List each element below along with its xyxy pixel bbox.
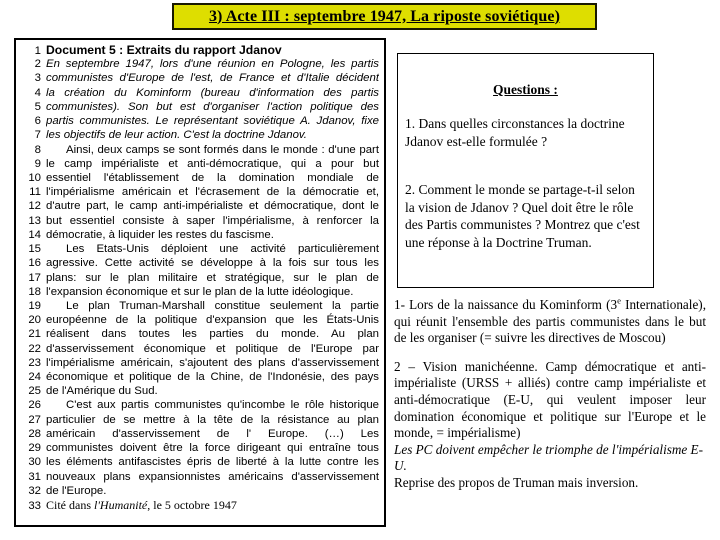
line-number: 28 bbox=[28, 427, 41, 440]
question-item-1: 1. Dans quelles circonstances la doctrine Jdanov est-elle formulée ? bbox=[405, 116, 625, 149]
line-number: 7 bbox=[34, 129, 41, 142]
line-text: l'expansion économique et sur le plan de la lutte idéologique. bbox=[46, 285, 354, 298]
document-line bbox=[20, 313, 379, 327]
line-number: 26 bbox=[28, 399, 41, 412]
line-number: 17 bbox=[28, 271, 41, 284]
line-text: communistes). Son but est d'organiser l'action politique des bbox=[46, 100, 379, 113]
document-line bbox=[20, 398, 379, 412]
document-line bbox=[20, 299, 379, 313]
document-line bbox=[20, 71, 379, 85]
title-banner bbox=[172, 3, 597, 30]
line-text: démocratie, à liquider les restes du fascisme. bbox=[46, 228, 274, 241]
answer-1: 1- Lors de la naissance du Kominform (3e Internationale), qui réunit l'ensemble des partis communistes dans le but de les organiser (= suivre les directives de Moscou) bbox=[394, 295, 706, 346]
line-text: plans: sur le plan militaire et stratégique, sur le plan de bbox=[46, 271, 379, 284]
line-text: agressive. Cette activité se développe à la fois sur tous les bbox=[46, 257, 379, 270]
line-number: 30 bbox=[28, 456, 41, 469]
answers-block bbox=[394, 297, 706, 492]
line-text: partis communistes. Le représentant soviétique A. Jdanov, fixe bbox=[46, 115, 379, 128]
answer-4: Reprise des propos de Truman mais inversion. bbox=[394, 474, 639, 490]
line-text: but essentiel consiste à saper l'impérialisme, à renforcer la bbox=[46, 214, 379, 227]
line-number: 14 bbox=[28, 228, 41, 241]
document-line bbox=[20, 470, 379, 484]
line-text: nouveaux plans expansionnistes américains d'asservissement bbox=[46, 470, 379, 483]
page-title: 3) Acte III : septembre 1947, La riposte soviétique) bbox=[208, 7, 561, 25]
question-item-2: 2. Comment le monde se partage-t-il selon la vision de Jdanov ? Quel doit être le rôle des Partis communistes ? Montrez que c'est une réponse à la Doctrine Truman. bbox=[405, 182, 640, 250]
document-line bbox=[20, 114, 379, 128]
line-text: Cité dans l'Humanité, le 5 octobre 1947 bbox=[46, 498, 237, 512]
line-text: d'asservissement économique et politique de l'Europe par bbox=[46, 342, 379, 355]
document-line bbox=[20, 285, 379, 299]
document-line bbox=[20, 498, 379, 512]
answer-2: 2 – Vision manichéenne. Camp démocratique et anti-impérialiste (URSS + alliés) contre camp impérialiste et anti-démocratique (E-U, qui veulent imposer leur domination économique et politique sur l'Europe et le monde, = impérialisme) bbox=[394, 358, 706, 441]
line-text: En septembre 1947, lors d'une réunion en Pologne, les partis bbox=[46, 58, 379, 71]
line-text: essentiel l'établissement de la domination mondiale de bbox=[46, 171, 379, 184]
document-line bbox=[20, 57, 379, 71]
line-text: économique et politique de la Chine, de l'Indonésie, des pays bbox=[46, 371, 379, 384]
line-number: 33 bbox=[28, 500, 41, 512]
document-line bbox=[20, 199, 379, 213]
line-number: 13 bbox=[28, 214, 41, 227]
line-text: les éléments antifascistes épris de liberté à la lutte contre les bbox=[46, 456, 379, 469]
document-line bbox=[20, 370, 379, 384]
line-number: 27 bbox=[28, 413, 41, 426]
document-line bbox=[20, 100, 379, 114]
line-number: 23 bbox=[28, 356, 41, 369]
document-line bbox=[20, 455, 379, 469]
line-number: 6 bbox=[34, 115, 41, 128]
line-number: 16 bbox=[28, 257, 41, 270]
line-text: d'autre part, le camp anti-impérialiste et démocratique, dont le bbox=[46, 200, 379, 213]
document-line bbox=[20, 185, 379, 199]
line-text: réalisent dans toutes les parties du monde. Au plan bbox=[46, 328, 379, 341]
document-line bbox=[20, 356, 379, 370]
document-line bbox=[20, 228, 379, 242]
document-line bbox=[20, 171, 379, 185]
line-number: 22 bbox=[28, 342, 41, 355]
line-number: 19 bbox=[28, 299, 41, 312]
line-text: Le plan Truman-Marshall constitue seulement la partie bbox=[66, 299, 379, 312]
document-source-box bbox=[14, 38, 386, 527]
line-text: C'est aux partis communistes qu'incombe le rôle historique bbox=[66, 399, 379, 412]
line-text: les objectifs de leur action. C'est la doctrine Jdanov. bbox=[46, 129, 307, 142]
document-line bbox=[20, 271, 379, 285]
line-number: 20 bbox=[28, 314, 41, 327]
line-number: 15 bbox=[28, 243, 41, 256]
line-text: de l'Amérique du Sud. bbox=[46, 385, 158, 398]
line-number: 10 bbox=[28, 171, 41, 184]
document-line bbox=[20, 484, 379, 498]
line-number: 21 bbox=[28, 328, 41, 341]
document-lines bbox=[20, 43, 379, 512]
line-number: 31 bbox=[28, 470, 41, 483]
line-number: 11 bbox=[29, 186, 41, 199]
document-line bbox=[20, 384, 379, 398]
document-line bbox=[20, 427, 379, 441]
document-line bbox=[20, 86, 379, 100]
answer-spacer bbox=[394, 347, 706, 359]
line-text: communistes d'Europe de l'est, de France et d'Italie décident bbox=[46, 72, 379, 85]
document-line bbox=[20, 214, 379, 228]
questions-heading: Questions : bbox=[493, 82, 558, 97]
document-line bbox=[20, 43, 379, 57]
line-text: l'impérialisme américain et l'écrasement de la démocratie et, bbox=[46, 186, 379, 199]
line-number: 5 bbox=[34, 100, 41, 113]
line-number: 9 bbox=[34, 157, 41, 170]
line-text: Ainsi, deux camps se sont formés dans le monde : d'une part bbox=[66, 143, 379, 156]
line-text: Document 5 : Extraits du rapport Jdanov bbox=[46, 43, 282, 57]
document-line bbox=[20, 143, 379, 157]
document-line bbox=[20, 256, 379, 270]
document-line bbox=[20, 128, 379, 142]
line-text: Les Etats-Unis déploient une activité particulièrement bbox=[66, 243, 379, 256]
line-number: 25 bbox=[28, 385, 41, 398]
document-line bbox=[20, 342, 379, 356]
line-number: 24 bbox=[28, 371, 41, 384]
line-text: de l'Europe. bbox=[46, 484, 107, 497]
line-number: 1 bbox=[34, 45, 41, 57]
document-line bbox=[20, 413, 379, 427]
questions-box bbox=[397, 53, 654, 288]
document-line bbox=[20, 327, 379, 341]
line-number: 12 bbox=[28, 200, 41, 213]
document-line bbox=[20, 242, 379, 256]
line-number: 29 bbox=[28, 442, 41, 455]
line-text: communistes doivent être la force dirigeant qui entraîne tous bbox=[46, 442, 379, 455]
line-number: 2 bbox=[34, 58, 41, 71]
line-text: américain d'asservissement de l' Europe. (…) Les bbox=[46, 427, 379, 440]
line-text: le camp impérialiste et anti-démocratique, qui a pour but bbox=[46, 157, 379, 170]
line-text: européenne de la politique d'expansion que les États-Unis bbox=[46, 314, 379, 327]
document-line bbox=[20, 157, 379, 171]
line-number: 32 bbox=[28, 484, 41, 497]
line-text: la création du Kominform (bureau d'information des partis bbox=[46, 86, 379, 99]
line-number: 3 bbox=[34, 72, 41, 85]
line-text: particulier de se mettre à la tête de la résistance au plan bbox=[46, 413, 379, 426]
line-number: 4 bbox=[34, 86, 41, 99]
line-number: 18 bbox=[28, 285, 41, 298]
document-line bbox=[20, 441, 379, 455]
line-number: 8 bbox=[34, 143, 41, 156]
line-text: l'impérialisme américain, s'ajoutent des plans d'asservissement bbox=[46, 356, 379, 369]
answer-3: Les PC doivent empêcher le triomphe de l'impérialisme E-U. bbox=[394, 441, 703, 474]
